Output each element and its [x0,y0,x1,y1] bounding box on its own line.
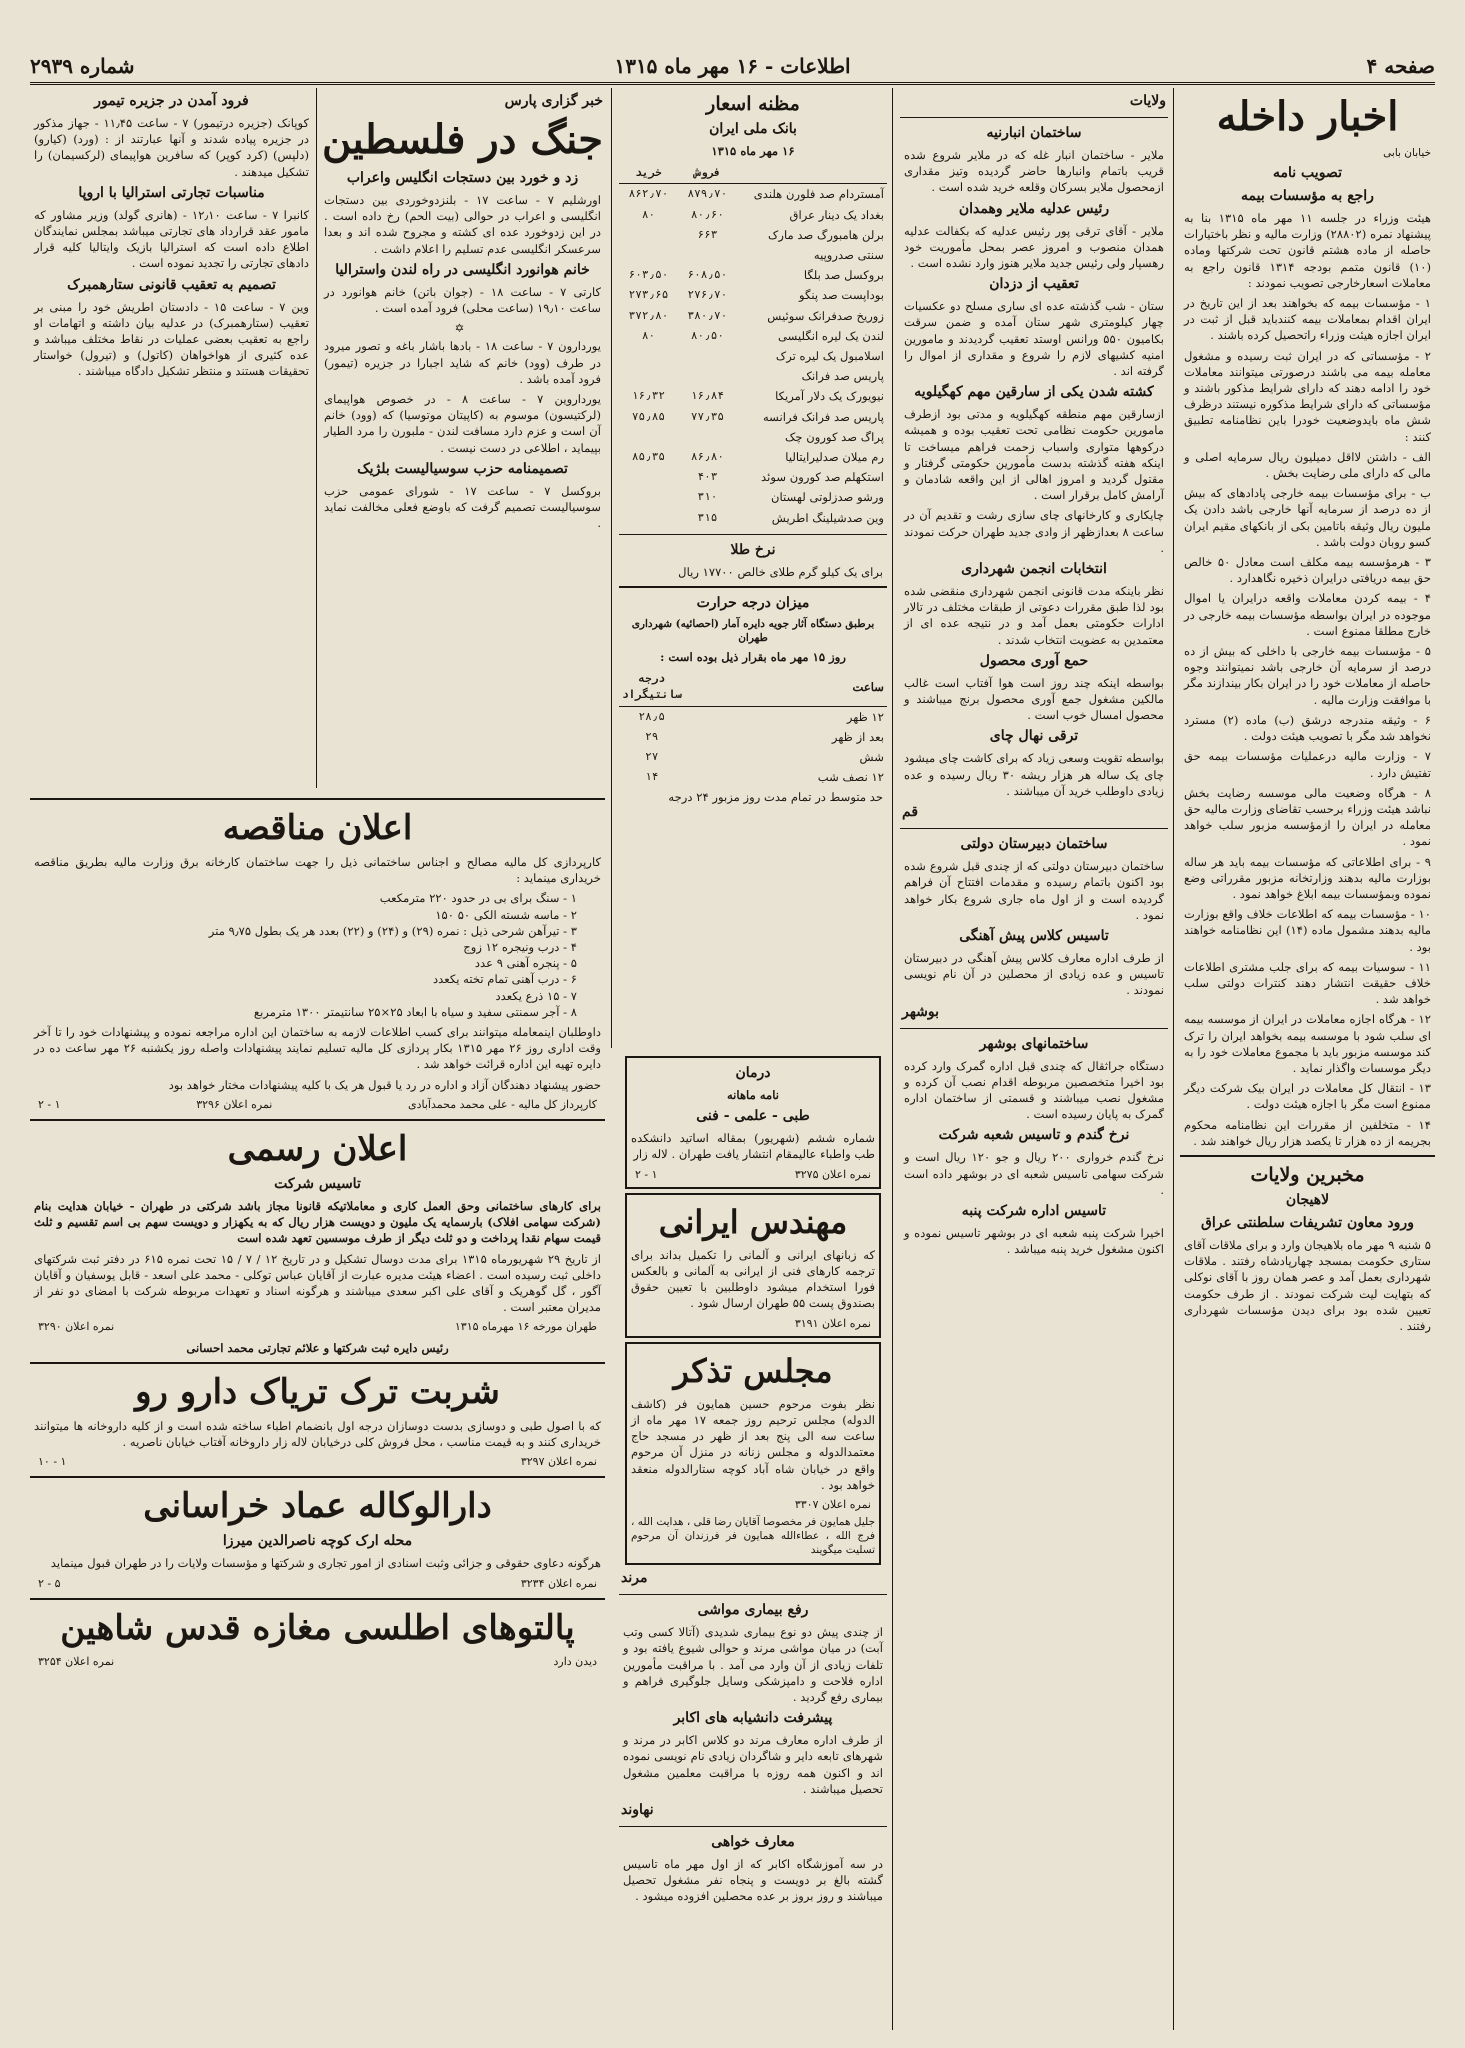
ad-engineer-title: مهندس ایرانی [658,1202,848,1241]
temperature-row [619,706,887,727]
temperature-table [619,669,887,787]
column-foreign-news-2 [30,88,313,788]
column-rule [611,88,612,1048]
city-lahijan: لاهیجان [1285,1191,1330,1208]
rate-value [619,467,678,487]
decree-item: ۵ - مؤسسات بیمه خارجی با داخلی که بیش از ده درصد از سرمایه آن خارجی باشد نمیتوانند وجوه حاصله از معاملات خود را در ایران بکار بیندازند مگر با موافقت وزارت مالیه . [1184,644,1431,707]
temperature-value: ۲۸٫۵ [638,709,666,723]
rate-value [619,346,678,366]
currency-name: پاریس صد فرانک فرانسه [762,409,884,424]
ad-code: ۱ - ۱۰ [38,1455,67,1469]
currency-name: بروکسل صد بلگا [803,268,884,283]
temperature-time: ۱۲ نصف شب [817,770,884,785]
rate-value [619,487,678,507]
rates-header-cell [737,163,887,184]
tender-item: ۳ - تیرآهن شرحی ذیل : نمره (۲۹) و (۲۴) و (۲۲) بعدد هر یک بطول ۹٫۷۵ متر [208,923,577,938]
rate-value [678,427,737,447]
provincial-correspondents-title: مخبرین ولایات [1250,1163,1365,1186]
tender-intro: کارپردازی کل مالیه مصالح و اجناس ساختمانی ذیل را جهت ساختمان کارخانه برق وزارت مالیه بطریق مناقصه خریداری مینماید : [34,855,601,886]
rate-value: ۳۸۰٫۷۰ [687,308,728,322]
tender-body: داوطلبان اینمعامله میتوانند برای کسب اطلاعات لازمه به ساختمان این اداره مراجعه نموده و پیشنهادات خود را تا آخر وقت اداری روز ۲۶ مهر ۱۳۱۵ بکار پردازی کل مالیه تسلیم نمایند پیشنهادات واصله روز یکشنبه ۲۶ مهر ساعت ده در دایره تهیه این اداره قرائت خواهد شد . [34,1025,602,1072]
article-body: ساختمان دبیرستان دولتی که از چندی قبل شروع شده بود اکنون باتمام رسیده و مقدمات افتتاح آن فراهم گردیده است و از اول ماه جاری شروع بکار خواهد نمود . [904,859,1164,922]
currency-name: پراگ صد کورون چک [785,429,884,444]
temperature-time: ۱۲ ظهر [846,709,884,724]
rate-value: ۳۱۰ [697,490,718,504]
decree-item: ۱۲ - هرگاه اجازه معاملات در ایران از موسسه بیمه ای سلب شود با موسسه بیمه بخواهد ایران را ترک کند موسسه مزبور باید با مجموع معاملات خود را به دیگر موسسات واگذار نماید . [1184,1012,1431,1075]
column-rule [892,88,893,2030]
landing-headline: فرود آمدن در جزیره تیمور [94,93,249,109]
temperature-value: ۲۹ [645,729,659,743]
exchange-rate-table [619,163,887,528]
ad-darman-kind: طبی - علمی - فنی [696,1108,810,1125]
syrup-ad-body: که با اصول طبی و دوسازی بدست دوسازان درجه اول بانضمام اطباء ساخته شده است و از کلیه داروخانه ها میتوانند خریداری کنند و به قیمت مناسب ، محل فروش کلی درخیابان لاله زار داروخانه آفتاب خیابان ناصریه . [34,1418,601,1450]
ad-code: ۱ - ۲ [635,1167,658,1181]
article-body: ستان - شب گذشته عده ای ساری مسلح دو عکسیات چهار کیلومتری شهر ستان آمده و ضمن سرقت بکامیون ۵۵۰ ورانس اوستد تعقیب گردیدند و مامورین امنیه کشیهای لازم را شروع و مقداری از اموال را گرفته اند . [904,299,1164,379]
column-rule [1173,88,1174,2030]
column-rates [619,88,887,1048]
ad-darman-sub: نامه ماهانه [726,1088,780,1102]
decree-subtitle: راجع به مؤسسات بیمه [1241,188,1374,204]
article-title: ساختمان انبارنیه [986,125,1082,141]
temperature-header-cell: درجه سانتیگراد [619,669,685,706]
rates-bank: بانک ملی ایران [709,121,797,137]
ad-darman-body: شماره ششم (شهریور) بمقاله اساتید دانشکده طب واطباء عالیمقام انتشار یافت طهران . لاله زار [631,1131,875,1162]
lahijan-body: ۵ شنبه ۹ مهر ماه بلاهیجان وارد و برای ملاقات آقای ستاری حکومت بمسجد چهارپادشاه رفتند . ملاقات شهرداری بعمل آمد و عصر همان روز با آقای نوکلی که بتهایت لیت شرکت نمودند . از طرف حکومت تعیین شده بود برای دیدن مؤسسات شهرداری رفتند . [1184,1237,1431,1333]
decree-item: ۷ - وزارت مالیه درعملیات مؤسسات بیمه حق تفتیش دارد . [1184,749,1431,780]
rate-row [619,205,887,225]
rate-value: ۸۰ [641,328,656,342]
article-body: نظر باینکه مدت قانونی انجمن شهرداری منقضی شده بود لذا طبق مقررات دعوتی از طبقات مختلف در تالار ادارات حکومتی بعمل آمد و در نتیجه عده ای از معتمدین به عضویت انتخاب شدند . [904,584,1164,647]
coats-ad-sub: دیدن دارد [553,1654,597,1668]
decree-item: ۴ - بیمه کردن معاملات واقعه درایران یا اموال موجوده در ایران بواسطه مؤسسات بیمه خارجی در خارج مطلقا ممنوع است . [1184,591,1431,638]
rate-row [619,487,887,507]
rate-value: ۷۷٫۳۵ [690,409,724,423]
currency-name: وین صدشیلینگ اطریش [771,510,884,525]
temperature-row [619,727,887,747]
rate-value: ۶۰۳٫۵۰ [628,268,669,282]
rate-row [619,245,887,265]
side-label: خیابان بابی [1383,147,1431,159]
war-headline: جنگ در فلسطین [322,116,603,163]
currency-name: رم میلان صدلیرایتالیا [785,450,884,465]
gold-price: برای یک کیلو گرم طلای خالص ۱۷۷۰۰ ریال [678,564,883,579]
flight-body: کارتی ۷ - ساعت ۱۸ - (جوان باتن) خانم هوانورد در ساعت ۱۹٫۱۰ (ساعت محلی) فرود آمده است . [324,284,602,316]
official-notice-sign: رئیس دایره ثبت شرکتها و علائم تجارتی محمد احسانی [186,1340,449,1355]
article-body: از طرف اداره معارف مرند دو کلاس اکابر در مرند و شهرهای تابعه دایر و شاگردان زیادی نام نویسی نموده اند و اکنون همه روزه با مراقبت معلمین مشغول تحصیل میباشند . [623,1733,883,1796]
tender-note: حضور پیشنهاد دهندگان آزاد و اداره در رد یا قبول هر یک با کلیه پیشنهادات مختار خواهد بود [168,1077,601,1092]
decree-item: ۱ - مؤسسات بیمه که بخواهند بعد از این تاریخ در ایران اقدام بمعاملات بیمه کنندباید قبل از ثبت در ایران اجازه هیئت وزراء راتحصیل کرده باشند . [1184,296,1431,343]
rate-value [678,245,737,265]
rate-row [619,447,887,467]
ad-code: ۵ - ۲ [38,1576,61,1590]
city-nahavand: نهاوند [621,1802,654,1819]
rate-row [619,285,887,305]
article-title: انتخابات انجمن شهرداری [961,561,1107,578]
ads-block [30,792,605,2030]
article-title: نرخ گندم و تاسیس شعبه شرکت [938,1127,1130,1144]
flight-headline: خانم هوانورد انگلیسی در راه لندن واسترالیا [335,261,590,278]
ad-engineer-body: که زبانهای ایرانی و آلمانی را تکمیل بداند برای ترجمه کارهای فنی از ایرانی به آلمانی و بالعکس فورا استخدام میشود داوطلبین با تعیین حقوق بصندوق پست ۵۵ طهران ارسال شود . [631,1247,875,1311]
decree-item: ۱۳ - انتقال کل معاملات در ایران بیک شرکت دیگر ممنوع است مگر با اجازه هیئت دولت . [1184,1081,1431,1112]
ad-number: نمره اعلان ۳۲۹۷ [520,1455,597,1469]
ad-memorial [625,1342,881,1565]
decree-item: ۱۴ - متخلفین از مقررات این نظامنامه محکوم بجریمه از ده هزار تا یکصد هزار ریال خواهند شد . [1184,1117,1431,1148]
currency-name: نیویورک یک دلار آمریکا [775,389,884,404]
ad-memorial-title: مجلس تذکر [673,1351,833,1390]
decree-item: ۶ - وثیقه مندرجه درشق (ب) ماده (۲) مسترد نخواهد شد مگر با تصویب هیئت دولت . [1184,712,1431,744]
rate-value: ۸۵٫۳۵ [631,450,666,464]
rate-value: ۸۶۲٫۷۰ [628,187,669,201]
ad-number: نمره اعلان ۳۳۰۷ [794,1498,871,1512]
column-provinces [900,88,1168,2030]
coats-ad-title: پالتوهای اطلسی مغازه قدس شاهین [60,1607,575,1648]
flight-body: یورداروین ۷ - ساعت ۸ - در خصوص هواپیمای (لرکتیسون) موسوم به (کاپیتان موتوسیا) که (وود) خانم آن است و عزم دارد مسافت لندن - ملبورن را مرد الطیار بپیماید ، اطلاعی در دست نیست . [324,392,601,455]
war-body: اورشلیم ۷ - ساعت ۱۷ - بلنزدوخوردی بین دستجات انگلیسی و اعراب در حوالی (بیت الحم) رخ داده است . در این زدوخورد عده ای کشته و مجروح شده اند و بعدا سرعسکر انگلیسی عدم تسلیم را اعلام داشت . [324,193,601,256]
masthead [30,48,1435,85]
landing-body: کوپانک (جزیره درتیمور) ۷ - ساعت ۱۱٫۴۵ - جهاز مذکور در جزیره پیاده شدند و آنها عبارتند از : (ورد) (کیارو) (دلپس) (کرد کوپر) که سافرین هواپیمای (لرکسیمان) را تشکیل میدهند . [34,116,309,179]
weather-subtitle: برطبق دستگاه آثار جویه دایره آمار (احصائیه) شهرداری طهران [631,618,875,645]
weather-day: روز ۱۵ مهر ماه بقرار ذیل بوده است : [660,650,846,665]
trade-headline: مناسبات تجارتی استرالیا با اروپا [78,184,265,201]
article-title: تعقیب از دزدان [989,276,1079,293]
temperature-time: بعد از ظهر [831,729,884,744]
official-notice-title: اعلان رسمی [227,1129,408,1170]
rates-header-cell: خرید [619,163,678,184]
weather-note: حد متوسط در تمام مدت روز مزبور ۲۴ درجه [668,790,883,805]
rate-value [619,245,678,265]
decree-item: ب - برای مؤسسات بیمه خارجی پادادهای که بیش از ده درصد از سرمایه آنها خارجی باشد دادن یک ملیون ریال وثیقه باتامین بکی از بانکهای مقیم ایران کسو روبان دولت باشد . [1184,486,1431,549]
rate-value: ۳۷۲٫۸۰ [628,308,669,322]
rate-row [619,366,887,386]
ad-memorial-sign: جلیل همایون فر مخصوصا آقایان رضا قلی ، هدایت الله ، فرج الله ، عطاءالله همایون فر فرزندان آن مرحوم تسلیت میگویند [631,1516,875,1557]
rate-row [619,306,887,326]
section-title-domestic: اخبار داخله [1216,93,1399,140]
war-subheadline: زد و خورد بین دستجات انگلیس واعراب [346,170,579,186]
rate-value [678,346,737,366]
official-notice-date: طهران مورخه ۱۶ مهرماه ۱۳۱۵ [454,1320,597,1334]
article-title: رفع بیماری مواشی [697,1602,809,1619]
rate-value: ۸۰٫۶۰ [690,207,724,221]
article-title: حمع آوری محصول [979,652,1089,669]
gold-price-title: نرخ طلا [730,541,776,558]
article-body: دستگاه جراثقال که چندی قبل اداره گمرک وارد کرده بود اخیرا متخصصین مربوطه اقدام نصب آن کرده و مشغول نصب میباشند و قسمتی از ساختمان اداره گمرک به پایان رسیده است . [904,1058,1164,1122]
decree-item: ۱۰ - مؤسسات بیمه که اطلاعات خلاف واقع بوزارت مالیه بدهند مشمول ماده (۱۴) این نظامنامه خواهند بود . [1184,907,1431,954]
article-body: بواسطه اینکه چند روز است هوا آفتاب است غالب مالکین مشغول جمع آوری محصول برنج میباشند و محصول امسال خوب است . [904,675,1164,723]
rate-row [619,467,887,487]
currency-name: آمستردام صد فلورن هلندی [753,187,884,202]
rates-header-row [619,163,887,184]
rate-row [619,326,887,346]
decree-item: ۸ - هرگاه وضعیت مالی موسسه رضایت بخش نباشد هیئت وزراء برحسب تقاضای وزارت مالیه حق معامله در ایران را ازمؤسسه مزبور سلب خواهد نمود . [1184,785,1431,849]
tender-item: ۱ - سنگ برای بی در حدود ۲۲۰ مترمکعب [379,891,577,906]
currency-name: استکهلم صد کورون سوئد [761,470,884,485]
rate-value [619,427,678,447]
currency-name: پاریس صد فرانک [801,369,884,384]
currency-name: اسلامبول یک لیره ترک [775,349,884,364]
column-ads-notices [619,1052,887,2030]
rate-row [619,427,887,447]
article-body: نرخ گندم خرواری ۲۰۰ ریال و جو ۱۲۰ ریال است و شرکت سهامی تاسیس شعبه ای در بوشهر داده است . [904,1150,1164,1197]
article-title: تاسیس اداره شرکت پنبه [961,1202,1107,1219]
trade-body: کانبرا ۷ - ساعت ۱۲٫۱۰ - (هانری گولد) وزیر مشاور که مامور عقد قرارداد های تجارتی میباشد بمجلس نمایندگان اطلاع داده است که استرالیا بازیک وایتالیا کلیه قرار دادهای تجارتی را تجدید نموده است . [34,207,309,271]
article-body: ملایر - آقای ترقی پور رئیس عدلیه که بکفالت عدلیه همدان منصوب و امروز عصر بمحل مأموریت خود رهسپار ولی رئیس جدید ملایر هنوز وارد نشده است . [904,223,1164,271]
rate-value [619,225,678,245]
article-body: ازسارقین مهم منطقه کهگیلویه و مدتی بود ازطرف مامورین حکومت نظامی تحت تعقیب بوده و همیشه درکوهها متواری واسباب زحمت فراهم میساخت تا اینکه هفته گذشته بدست مأمورین حکومتی گرفتار و مقتول گردید و امروز اهالی از این واقعه شادمان و آرامش کامل برقرار است . [904,407,1164,503]
page-number: صفحه ۴ [1366,54,1435,78]
rate-value: ۸۰ [641,207,656,221]
decree-item: ۱۱ - سوسیات بیمه که برای جلب مشتری اطلاعات خلاف حقیقت انتشار دهند کنترات دولتی سلب خواهد شد . [1184,959,1431,1007]
column-domestic [1180,88,1435,2030]
temperature-value: ۲۷ [645,750,659,764]
article-body: از طرف اداره معارف کلاس پیش آهنگی در دبیرستان تاسیس و عده زیادی از محصلین در آن نام نویسی نمودند . [904,950,1164,998]
currency-name: بوداپست صد پنگو [799,288,884,303]
party-headline: تصمیمنامه حزب سوسیالیست بلژیک [357,460,568,477]
decree-intro: هیئت وزراء در جلسه ۱۱ مهر ماه ۱۳۱۵ بنا به پیشنهاد نمره (۲۸۸۰۲) وزارت مالیه و نظر باختیارات حاصله از ماده هشتم قانون تحت شرکتها وماده (۱۰) قانون متمم بودجه ۱۳۱۴ قانون راجع به معاملات اسعارخارجی تصویب نمودند : [1184,211,1432,290]
decree-item: ۳ - هرمؤسسه بیمه مکلف است معادل ۵۰ خالص حق بیمه دریافتی درایران ذخیره نگاهدارد . [1184,555,1431,586]
tender-item: ۷ - ۱۵ ذرع یکعدد [495,988,577,1003]
rate-value: ۴۰۳ [697,470,718,484]
article-title: معارف خواهی [711,1834,795,1851]
article-body: چایکاری و کارخانهای چای سازی رشت و تقدیم آن در ساعت ۸ بعدازظهر از وادی جدید طهران حرکت نمودند . [904,508,1165,555]
temperature-row [619,767,887,787]
ad-number: نمره اعلان ۳۲۵۴ [38,1654,115,1668]
tender-item: ۴ - درب ونیجره ۱۲ زوج [463,940,577,955]
law-office-address: محله ارک کوچه ناصرالدین میرزا [222,1533,413,1550]
official-notice-subtitle: تاسیس شرکت [274,1176,361,1193]
law-office-title: دارالوکاله عماد خراسانی [143,1486,492,1527]
city-qom: قم [902,804,919,821]
currency-name: زوریخ صدفرانک سوئیس [767,308,884,323]
decree-item: ۲ - مؤسساتی که در ایران ثبت رسیده و مشغول معامله بیمه می باشند درصورتی میتوانند معاملات خود را ادامه دهند که دارای شرایط مذکور باشند و مؤسساتی که دارای شرایط مذکوره نیستند درظرف شش ماه بایدوضعیت خودرا باین نظامنامه تطبیق کنند : [1184,348,1431,444]
rates-header-cell: فروش [678,163,737,184]
decree-item: ۹ - برای اطلاعاتی که مؤسسات بیمه باید هر ساله بوزارت مالیه بدهند وزارتخانه مزبور مقرراتی وضع نموده وبمؤسسات بیمه ابلاغ خواهد نمود . [1184,854,1431,901]
temperature-row [619,747,887,767]
currency-name: بغداد یک دینار عراق [789,207,884,222]
syrup-ad-title: شربت ترک تریاک دارو رو [135,1371,500,1412]
currency-name: لندن یک لیره انگلیسی [778,328,884,343]
rate-row [619,407,887,427]
article-body: در سه آموزشگاه اکابر که از اول مهر ماه تاسیس گشته بالغ بر دویست و پنجاه نفر مشغول تحصیل میباشند و روز بروز بر عده محصلین افزوده میشود . [623,1857,883,1904]
ad-darman-title: درمان [735,1065,771,1081]
rate-value: ۶۶۳ [697,227,718,241]
separator-stars-icon: ✡ [454,321,471,336]
official-notice-lead: برای کارهای ساختمانی وحق العمل کاری و معاملاتیکه قانونا مجاز باشد شرکتی در طهران - خیابان هدایت بنام (شرکت سهامی افلاک) بارسمایه یک ملیون و دویست هزار ریال که به یکهزار و دویست سهم بی اسم تقسیم و ثلث قیمت سهام نقدا پرداخت و دو ثلث دیگر از طرف موسسین تعهد شده است [34,1199,601,1246]
rate-value: ۶۰۸٫۵۰ [687,268,728,282]
masthead-date: اطلاعات - ۱۶ مهر ماه ۱۳۱۵ [614,54,851,78]
ad-code: ۱ - ۲ [38,1097,61,1111]
tender-sign: کارپرداز کل مالیه - علی محمد محمدآبادی [408,1097,597,1111]
city-bushehr: بوشهر [902,1003,940,1020]
article-body: اخیرا شرکت پنبه شعبه ای در بوشهر تاسیس نموده و اکنون مشغول خرید پنبه میباشد . [904,1225,1164,1257]
decree-title: تصویب نامه [1273,165,1342,181]
prosecution-body: وین ۷ - ساعت ۱۵ - دادستان اطریش خود را مبنی بر تعقیب (ستارهمبرک) در عدلیه بیان داشته و اتهامات او راجع به تعقیب بعضی عملیات در نقاط مختلف میباشد و عده کثیری از هواخواهان (کاتول) و (تیرول) خواستار تحقیقات هستند و منتظر تشکیل دادگاه میباشند . [34,299,309,379]
ad-number: نمره اعلان ۳۲۹۰ [38,1320,115,1334]
decree-item: الف - داشتن لااقل دمیلیون ریال سرمایه اصلی و مالی که دارای ملی رضایت بخش . [1184,449,1431,481]
section-title-provinces: ولایات [1129,93,1166,109]
rate-row [619,225,887,245]
rate-value: ۸۰٫۵۰ [690,328,724,342]
article-body: بواسطه تقویت وسعی زیاد که برای کاشت چای میشود چای یک ساله هر هزار ریشه ۳۰ ریال رسیده و عده زیادی داوطلب خرید آن میباشند . [904,751,1165,798]
column-rule [316,88,317,788]
ad-engineer [625,1193,881,1338]
tender-item: ۶ - درب آهنی تمام تخته یکعدد [433,972,577,987]
article-body: از چندی پیش دو نوع بیماری شدیدی (آتالا کسی وتب آبت) در میان مواشی مرند و حوالی شیوع یافته بود و تلفات زیادی از آن وارد می آمد . با مراقبت مأمورین اداره فلاحت و دامپزشکی وسایل جلوگیری فراهم و بیماری رفع گردید . [623,1625,883,1705]
city-marand: مرند [621,1570,648,1587]
rate-row [619,346,887,366]
weather-title: میزان درجه حرارت [696,595,810,612]
rate-row [619,184,887,205]
rate-value: ۷۵٫۸۵ [631,409,666,423]
ad-darman [625,1056,881,1189]
article-body: ملایر - ساختمان انبار غله که در ملایر شروع شده قریب باتمام وانبارها حاضر گردیده وتیز مقداری ازمحصول ملایر بسرکان وقلعه خرید شده است . [904,148,1164,195]
lahijan-headline: ورود معاون تشریفات سلطنتی عراق [1201,1214,1414,1231]
article-title: پیشرفت دانشیابه های اکابر [673,1710,833,1727]
currency-name: ورشو صدزلوتی لهستان [771,490,884,505]
ad-number: نمره اعلان ۳۲۷۵ [794,1167,871,1181]
rate-value [619,366,678,386]
article-title: کشته شدن یکی از سارقین مهم کهگیلویه [914,384,1154,401]
tender-item: ۸ - آجر سمنتی سفید و سیاه با ابعاد ۲۵×۲۵ سانتیمتر ۱۳۰۰ مترمربع [253,1004,577,1019]
article-title: ساختمانهای بوشهر [979,1035,1089,1052]
rate-value: ۸۷۹٫۷۰ [687,187,728,201]
rate-row [619,386,887,406]
rate-value: ۲۷۶٫۷۰ [687,288,728,302]
prosecution-headline: تصمیم به تعقیب قانونی ستارهمبرک [67,276,276,293]
temperature-time: شش [859,750,884,765]
article-title: تاسیس کلاس پیش آهنگی [959,927,1109,944]
rate-value: ۲۷۳٫۶۵ [628,288,669,302]
rate-value: ۸۶٫۸۰ [690,450,724,464]
temperature-header-cell: ساعت [685,669,887,706]
ad-memorial-body: نظر بفوت مرحوم حسین همایون فر (کاشف الدوله) مجلس ترحیم روز جمعه ۱۷ مهر ماه از ساعت سه الی پنج بعد از ظهر در مسجد حاج معتمدالدوله و مجلس زنانه در منزل آن مرحوم واقع در خیابان شاه آباد کوچه ستارالدوله منعقد خواهد بود . [631,1396,875,1492]
rate-row [619,265,887,285]
issue-number: شماره ۲۹۳۹ [30,54,135,78]
article-title: ساختمان دبیرستان دولتی [960,836,1108,853]
temperature-value: ۱۴ [645,770,659,784]
ad-number: نمره اعلان ۳۱۹۱ [794,1316,871,1330]
rate-value: ۱۶٫۸۴ [690,389,724,403]
tender-items [34,890,595,1020]
article-title: رئیس عدلیه ملایر وهمدان [958,200,1110,217]
law-office-body: هرگونه دعاوی حقوقی و جزائی وثبت اسنادی از امور تجاری و شرکتها و مؤسسات ولایات را در طهران قبول مینماید [50,1556,601,1571]
rate-value [619,508,678,528]
tender-title: اعلان مناقصه [222,808,413,848]
currency-name: برلن هامبورگ صد مارک [767,227,884,242]
party-body: بروکسل ۷ - ساعت ۱۷ - شورای عمومی حزب سوسیالیست تصمیم گرفت که باوضع فعلی مخالفت نماید . [324,483,602,531]
rates-date: ۱۶ مهر ماه ۱۳۱۵ [711,144,795,158]
official-notice-body: از تاریخ ۲۹ شهریورماه ۱۳۱۵ برای مدت دوسال تشکیل و در تاریخ ۱۲ / ۷ / ۱۵ تحت نمره ۶۱۵ در دفتر ثبت شرکتهای داخلی ثبت رسیده است . اعضاء هیئت مدیره عبارت از آقایان عباس توکلی - محمد علی اسعد - قابل یوسفیان و آقایان آگور ، گل گوهریک و آقای علی اکبر سعدی میباشند و هرگونه اسناد و تعهدات مربوطه شرکت با امضای دو نفر از مدیران معتبر است . [34,1251,602,1315]
ad-number: نمره اعلان ۳۲۳۴ [520,1576,597,1590]
flight-body: یوردارون ۷ - ساعت ۱۸ - بادها باشار باغه و تصور میرود در طرف (وود) خانم که شاید اجبارا در جزیره (تیمور) فرود آمده باشد . [324,339,601,386]
rate-value: ۱۶٫۳۲ [631,389,666,403]
rate-row [619,508,887,528]
article-title: ترقی نهال چای [989,728,1079,745]
rate-value [678,366,737,386]
rates-title: مظنه اسعار [706,93,800,115]
news-agency: خبر گزاری پارس [504,93,603,109]
ad-number: نمره اعلان ۳۲۹۶ [196,1097,273,1111]
rate-value: ۳۱۵ [697,510,718,524]
column-foreign-news [320,88,605,788]
tender-item: ۵ - پنجره آهنی ۹ عدد [474,956,577,971]
currency-name: سنتی صدروپیه [813,248,884,263]
temperature-header-row [619,669,887,706]
tender-item: ۲ - ماسه شسته الکی ۵۰ ۱۵۰ [435,907,577,922]
